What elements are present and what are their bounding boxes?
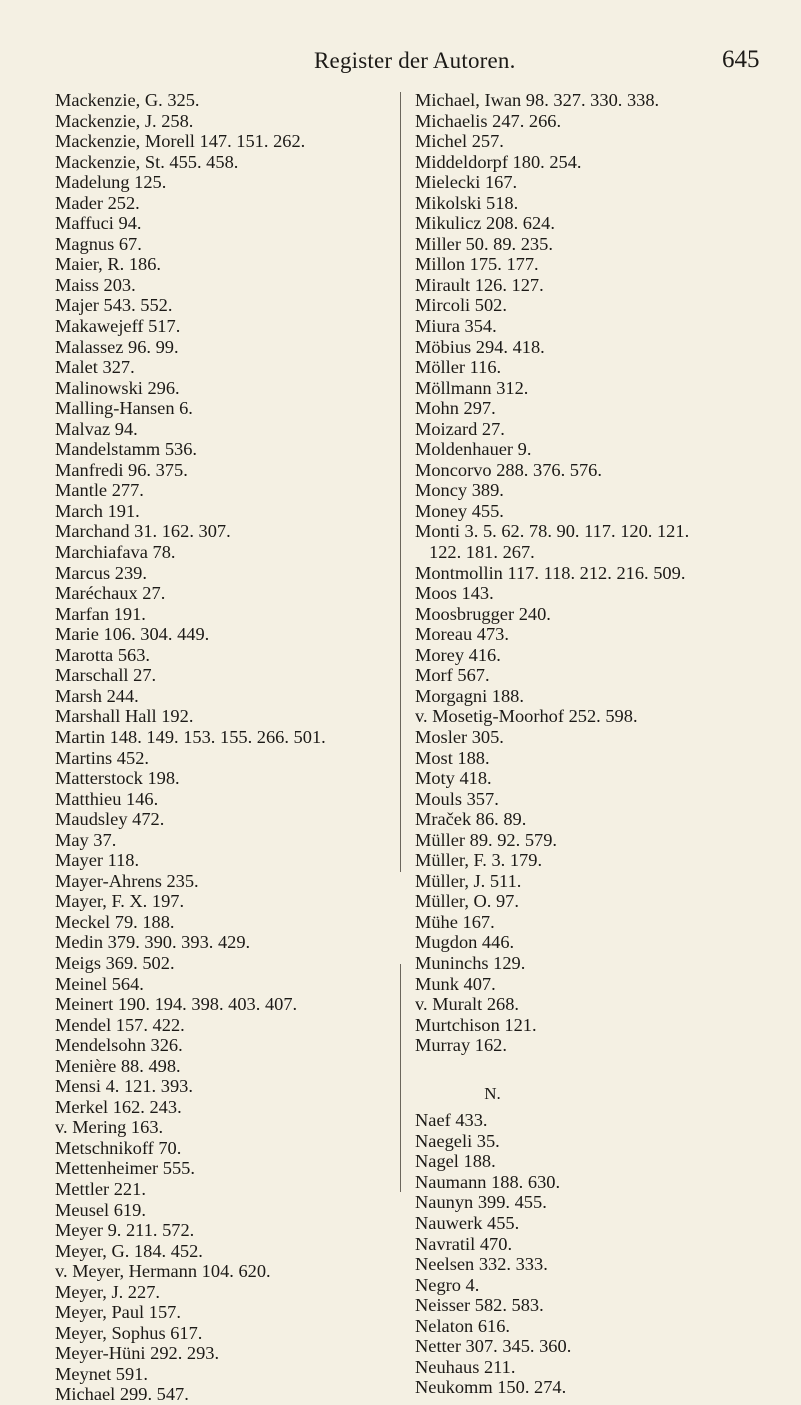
index-entry: Mugdon 446.	[415, 932, 515, 953]
index-entry: Nauwerk 455.	[415, 1212, 520, 1233]
index-entry: Netter 307. 345. 360.	[415, 1336, 572, 1357]
index-entry: Möbius 294. 418.	[415, 336, 545, 357]
index-entry: Mettler 221.	[55, 1178, 146, 1199]
index-entry: Martins 452.	[55, 747, 149, 768]
index-entry: Nagel 188.	[415, 1151, 496, 1172]
index-entry: Maiss 203.	[55, 274, 136, 295]
index-entry: Matthieu 146.	[55, 788, 159, 809]
index-entry: Neuhaus 211.	[415, 1356, 516, 1377]
index-entry: Meyer-Hüni 292. 293.	[55, 1343, 220, 1364]
column-divider-lower	[400, 964, 401, 1192]
index-entry: Mackenzie, G. 325.	[55, 90, 200, 110]
index-entry: Mackenzie, St. 455. 458.	[55, 151, 239, 172]
index-entry: Meyer, Sophus 617.	[55, 1322, 203, 1343]
index-entry: Marsh 244.	[55, 685, 139, 706]
index-entry: Nelaton 616.	[415, 1315, 510, 1336]
index-entry: Mackenzie, J. 258.	[55, 110, 194, 131]
index-entry: Morey 416.	[415, 644, 501, 665]
index-group-m	[415, 90, 800, 1056]
index-entry: Marchand 31. 162. 307.	[55, 521, 231, 542]
index-entry: Meyer, J. 227.	[55, 1281, 160, 1302]
index-entry: Mettenheimer 555.	[55, 1158, 195, 1179]
index-entry: Merkel 162. 243.	[55, 1096, 182, 1117]
index-entry: Metschnikoff 70.	[55, 1137, 182, 1158]
index-entry: Malinowski 296.	[55, 377, 180, 398]
index-entry: Mirault 126. 127.	[415, 274, 544, 295]
index-entry: Meyer 9. 211. 572.	[55, 1220, 195, 1241]
index-entry: Marschall 27.	[55, 665, 157, 686]
index-entry: Malassez 96. 99.	[55, 336, 179, 357]
page-number: 645	[722, 46, 760, 73]
index-entry: Mikolski 518.	[415, 192, 519, 213]
index-entry: Morf 567.	[415, 665, 490, 686]
index-entry: Mendel 157. 422.	[55, 1014, 185, 1035]
index-entry: Meckel 79. 188.	[55, 911, 175, 932]
index-entry: Mandelstamm 536.	[55, 439, 197, 460]
index-entry: Meusel 619.	[55, 1199, 146, 1220]
index-entry: Maffuci 94.	[55, 213, 142, 234]
index-entry: Mantle 277.	[55, 480, 144, 501]
index-entry: Miura 354.	[415, 316, 497, 337]
index-entry: Moosbrugger 240.	[415, 603, 551, 624]
index-entry: Möller 116.	[415, 357, 502, 378]
index-entry: Mircoli 502.	[415, 295, 507, 316]
index-entry: Marshall Hall 192.	[55, 706, 194, 727]
index-entry: Naumann 188. 630.	[415, 1171, 561, 1192]
index-entry: March 191.	[55, 500, 140, 521]
index-entry: Money 455.	[415, 500, 504, 521]
index-entry: Negro 4.	[415, 1274, 480, 1295]
running-title: Register der Autoren.	[314, 48, 516, 73]
index-entry: Malet 327.	[55, 357, 135, 378]
index-column-left	[55, 90, 400, 1405]
index-entry: v. Mering 163.	[55, 1117, 164, 1138]
index-group-n	[415, 1110, 800, 1398]
index-entry: Neukomm 150. 274.	[415, 1377, 567, 1398]
index-entry: Makawejeff 517.	[55, 316, 181, 337]
index-entry: Medin 379. 390. 393. 429.	[55, 932, 251, 953]
section-letter-n: N.	[484, 1083, 501, 1103]
index-entry: Müller, J. 511.	[415, 870, 522, 891]
index-entry: v. Muralt 268.	[415, 994, 520, 1015]
index-entry: Maudsley 472.	[55, 809, 165, 830]
index-entry: Moncorvo 288. 376. 576.	[415, 459, 602, 480]
index-entry: Mouls 357.	[415, 788, 499, 809]
index-entry: Most 188.	[415, 747, 490, 768]
index-entry: Maier, R. 186.	[55, 254, 162, 275]
index-entry: Marie 106. 304. 449.	[55, 624, 210, 645]
index-entry: v. Meyer, Hermann 104. 620.	[55, 1261, 271, 1282]
index-entry: Manfredi 96. 375.	[55, 459, 188, 480]
index-entry: Meigs 369. 502.	[55, 952, 175, 973]
index-entry: v. Mosetig-Moorhof 252. 598.	[415, 706, 638, 727]
index-entry: Mader 252.	[55, 192, 140, 213]
index-entry: Marcus 239.	[55, 562, 147, 583]
index-entry-continuation: 122. 181. 267.	[429, 542, 535, 563]
index-entry: Neelsen 332. 333.	[415, 1254, 548, 1275]
index-entry: Majer 543. 552.	[55, 295, 173, 316]
index-entry: Mosler 305.	[415, 726, 504, 747]
index-entry: Moreau 473.	[415, 624, 509, 645]
index-entry: Munk 407.	[415, 973, 496, 994]
index-entry: Mayer 118.	[55, 850, 140, 871]
index-entry: Mühe 167.	[415, 911, 495, 932]
index-entry: Michael 299. 547.	[55, 1384, 189, 1405]
index-entry: Michael, Iwan 98. 327. 330. 338.	[415, 90, 660, 110]
index-entry: Mensi 4. 121. 393.	[55, 1076, 193, 1097]
index-entry: Moos 143.	[415, 583, 494, 604]
index-entry: Moldenhauer 9.	[415, 439, 532, 460]
index-entry: Neisser 582. 583.	[415, 1295, 544, 1316]
index-entry: Möllmann 312.	[415, 377, 529, 398]
index-entry: Meyer, Paul 157.	[55, 1302, 181, 1323]
index-entry: Maréchaux 27.	[55, 583, 166, 604]
page-header	[0, 46, 801, 80]
index-entry: Marfan 191.	[55, 603, 146, 624]
index-entry: Meynet 591.	[55, 1363, 148, 1384]
index-entry: Moty 418.	[415, 768, 492, 789]
index-entry: Meinert 190. 194. 398. 403. 407.	[55, 994, 298, 1015]
index-entry: Mielecki 167.	[415, 172, 518, 193]
index-entry: Malvaz 94.	[55, 418, 138, 439]
index-entry: Madelung 125.	[55, 172, 167, 193]
index-entry: Millon 175. 177.	[415, 254, 539, 275]
index-entry: Mayer-Ahrens 235.	[55, 870, 199, 891]
index-entry: Müller, O. 97.	[415, 891, 519, 912]
index-entry: Naef 433.	[415, 1110, 488, 1131]
index-entry: Müller 89. 92. 579.	[415, 829, 558, 850]
index-entry: Matterstock 198.	[55, 768, 180, 789]
index-entry: Monti 3. 5. 62. 78. 90. 117. 120. 121.	[415, 521, 690, 542]
index-entry: Montmollin 117. 118. 212. 216. 509.	[415, 562, 686, 583]
index-column-right	[415, 90, 800, 1398]
index-entry: Mikulicz 208. 624.	[415, 213, 555, 234]
column-divider	[400, 92, 401, 872]
index-entry: May 37.	[55, 829, 117, 850]
index-entry: Magnus 67.	[55, 233, 142, 254]
index-entry: Navratil 470.	[415, 1233, 513, 1254]
index-entry: Mohn 297.	[415, 398, 496, 419]
index-entry: Meyer, G. 184. 452.	[55, 1240, 203, 1261]
index-entry: Michaelis 247. 266.	[415, 110, 562, 131]
index-entry: Moncy 389.	[415, 480, 504, 501]
index-entry: Marotta 563.	[55, 644, 150, 665]
index-entry: Malling-Hansen 6.	[55, 398, 193, 419]
index-entry: Moizard 27.	[415, 418, 505, 439]
index-entry: Mayer, F. X. 197.	[55, 891, 185, 912]
index-entry: Michel 257.	[415, 131, 504, 152]
index-entry: Naunyn 399. 455.	[415, 1192, 547, 1213]
index-entry: Mendelsohn 326.	[55, 1035, 183, 1056]
index-entry: Murray 162.	[415, 1035, 507, 1056]
index-entry: Meinel 564.	[55, 973, 144, 994]
index-entry: Mraček 86. 89.	[415, 809, 527, 830]
index-entry: Middeldorpf 180. 254.	[415, 151, 582, 172]
index-entry: Naegeli 35.	[415, 1130, 500, 1151]
index-entry: Martin 148. 149. 153. 155. 266. 501.	[55, 726, 326, 747]
index-entry: Marchiafava 78.	[55, 542, 176, 563]
index-entry: Menière 88. 498.	[55, 1055, 181, 1076]
index-entry: Mackenzie, Morell 147. 151. 262.	[55, 131, 306, 152]
index-entry: Murtchison 121.	[415, 1014, 537, 1035]
index-entry: Muninchs 129.	[415, 952, 526, 973]
index-entry: Müller, F. 3. 179.	[415, 850, 543, 871]
index-entry: Morgagni 188.	[415, 685, 524, 706]
index-entry: Miller 50. 89. 235.	[415, 233, 553, 254]
